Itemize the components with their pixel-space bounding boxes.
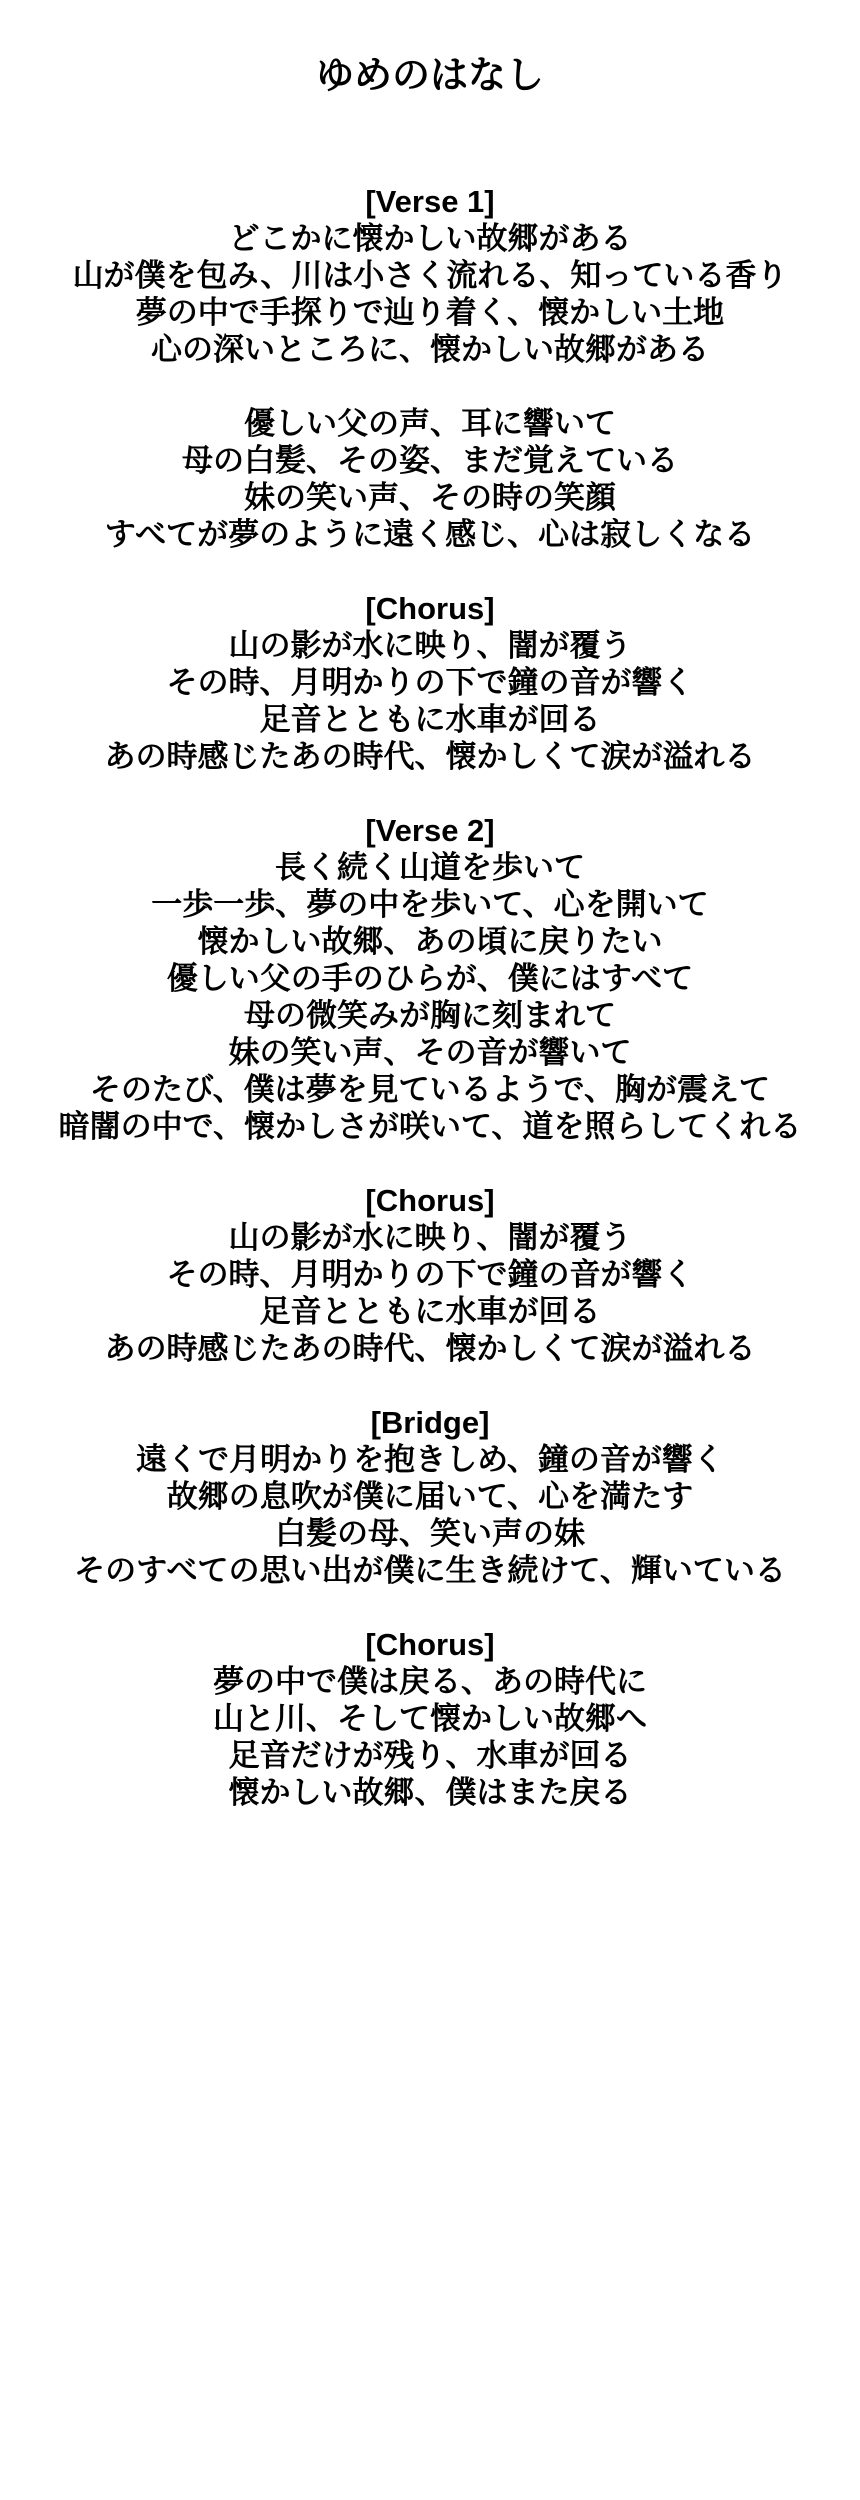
lyric-line: あの時感じたあの時代、懐かしくて涙が溢れる — [104, 739, 756, 774]
stanza-chorus-3 — [0, 1626, 860, 1811]
lyric-line: 妹の笑い声、その時の笑顔 — [244, 480, 616, 515]
lyric-line: 故郷の息吹が僕に届いて、心を満たす — [166, 1479, 694, 1514]
lyric-line: 足音とともに水車が回る — [259, 702, 601, 737]
lyric-line: 一歩一歩、夢の中を歩いて、心を開いて — [151, 887, 709, 922]
section-label: [Verse 1] — [365, 184, 495, 219]
lyric-line: 長く続く山道を歩いて — [275, 850, 585, 885]
lyric-line: あの時感じたあの時代、懐かしくて涙が溢れる — [104, 1331, 756, 1366]
lyric-line: 懐かしい故郷、あの頃に戻りたい — [197, 924, 663, 959]
lyric-line: そのたび、僕は夢を見ているようで、胸が震えて — [89, 1072, 771, 1107]
lyric-line: その時、月明かりの下で鐘の音が響く — [166, 665, 694, 700]
stanza-verse-1 — [0, 183, 860, 368]
lyric-line: どこかに懐かしい故郷がある — [228, 221, 632, 256]
lyric-line: 山が僕を包み、川は小さく流れる、知っている香り — [72, 258, 788, 293]
lyric-line: 夢の中で僕は戻る、あの時代に — [213, 1664, 647, 1699]
lyric-line: 優しい父の手のひらが、僕にはすべて — [166, 961, 694, 996]
lyric-line: 夢の中で手探りで辿り着く、懐かしい土地 — [135, 295, 725, 330]
section-label: [Chorus] — [365, 591, 495, 626]
lyric-line: 山の影が水に映り、闇が覆う — [228, 628, 632, 663]
lyric-line: 心の深いところに、懐かしい故郷がある — [151, 332, 709, 367]
lyric-line: 山と川、そして懐かしい故郷へ — [213, 1701, 647, 1736]
lyric-line: 足音だけが残り、水車が回る — [228, 1738, 632, 1773]
lyric-line: 優しい父の声、耳に響いて — [244, 406, 616, 441]
stanza-chorus-2 — [0, 1182, 860, 1367]
lyric-line: すべてが夢のように遠く感じ、心は寂しくなる — [104, 517, 756, 552]
lyric-line: 懐かしい故郷、僕はまた戻る — [228, 1775, 632, 1810]
lyric-line: 白髪の母、笑い声の妹 — [275, 1516, 585, 1551]
lyric-line: その時、月明かりの下で鐘の音が響く — [166, 1257, 694, 1292]
section-label: [Verse 2] — [365, 813, 495, 848]
section-label: [Bridge] — [370, 1405, 490, 1440]
lyric-line: 足音とともに水車が回る — [259, 1294, 601, 1329]
section-label: [Chorus] — [365, 1627, 495, 1662]
section-label: [Chorus] — [365, 1183, 495, 1218]
lyric-line: そのすべての思い出が僕に生き続けて、輝いている — [74, 1553, 786, 1588]
lyric-line: 母の微笑みが胸に刻まれて — [244, 998, 616, 1033]
song-title: ゆめのはなし — [315, 55, 544, 97]
lyric-line: 山の影が水に映り、闇が覆う — [228, 1220, 632, 1255]
stanza-bridge — [0, 1404, 860, 1589]
lyrics-body — [0, 183, 860, 1811]
lyric-line: 暗闇の中で、懐かしさが咲いて、道を照らしてくれる — [58, 1109, 802, 1144]
stanza-verse-2 — [0, 812, 860, 1145]
stanza-chorus-1 — [0, 590, 860, 775]
lyric-line: 遠くで月明かりを抱きしめ、鐘の音が響く — [136, 1442, 724, 1477]
lyric-line: 妹の笑い声、その音が響いて — [228, 1035, 632, 1070]
lyric-line: 母の白髪、その姿、まだ覚えている — [182, 443, 678, 478]
stanza-verse-1-part-2 — [0, 405, 860, 553]
